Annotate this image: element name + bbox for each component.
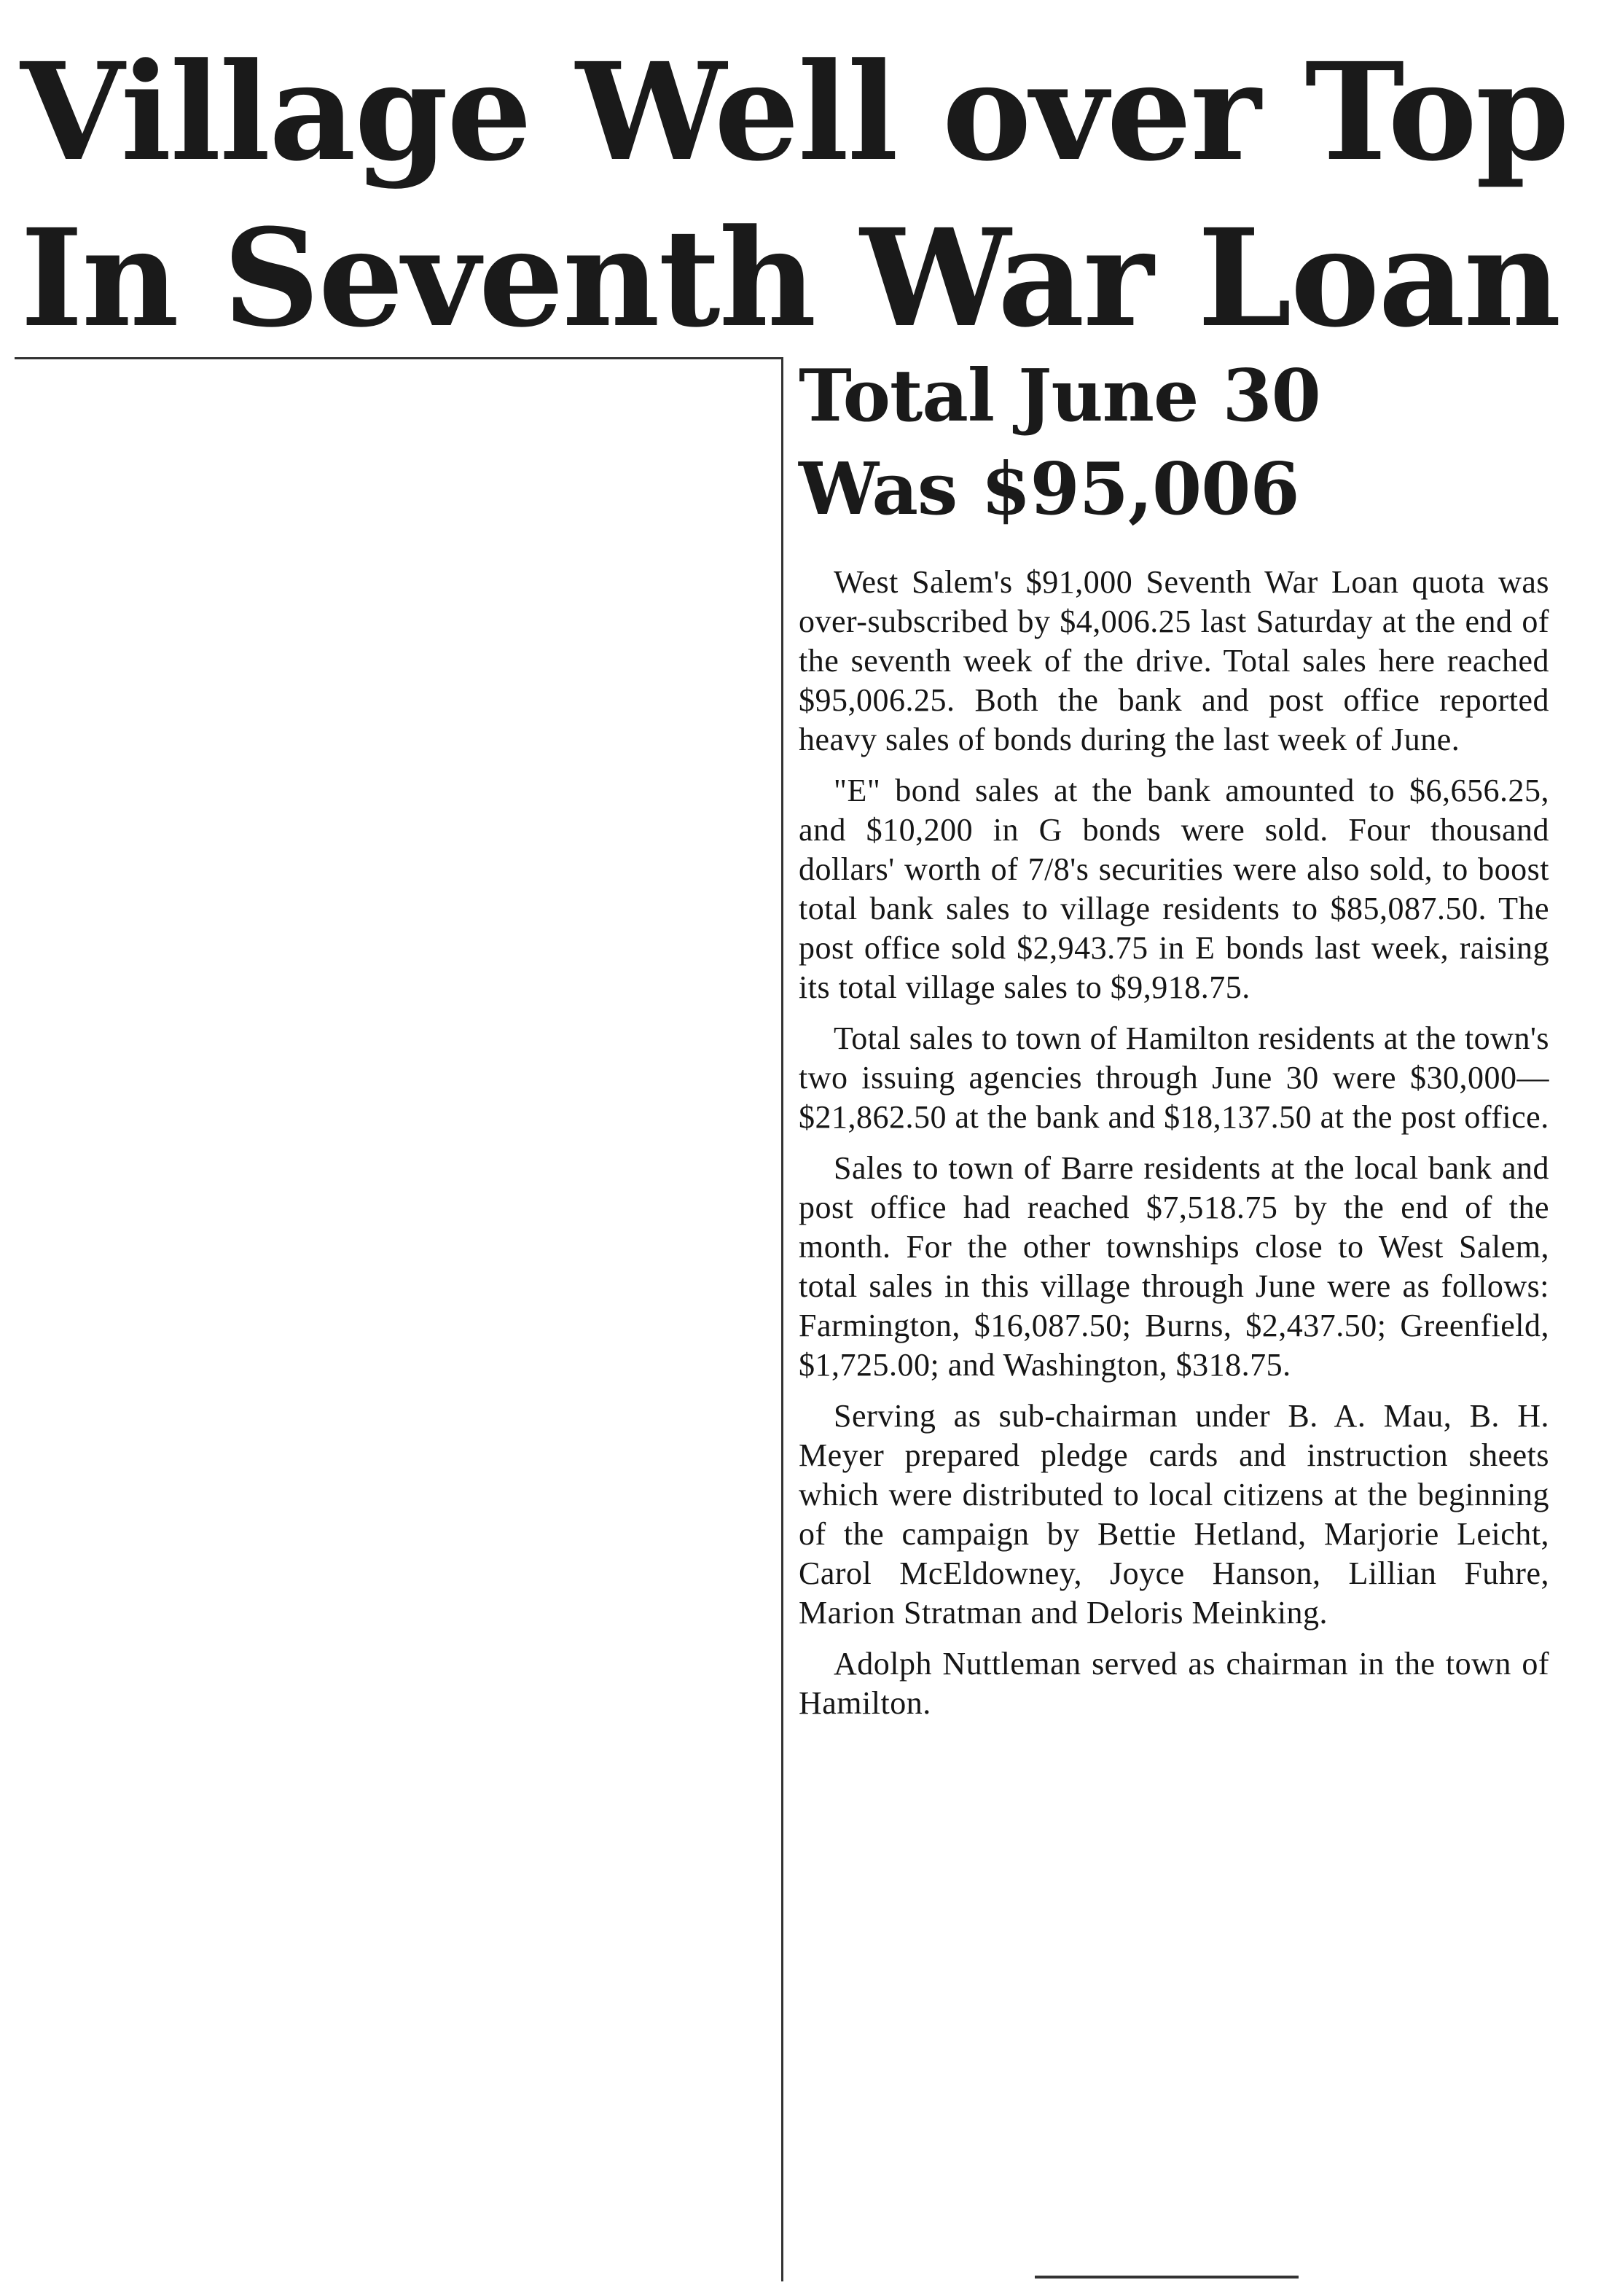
column-divider-rule xyxy=(781,357,783,2281)
article-paragraph-6: Adolph Nuttleman served as chairman in the town of Hamilton. xyxy=(799,1646,1549,1721)
article-paragraph-3: Total sales to town of Hamilton residents at the town's two issuing agencies through June 30 were $30,000—$21,862.50 at the bank and $18,137.50 at the post office. xyxy=(799,1020,1549,1135)
article-column xyxy=(799,350,1549,1735)
headline-line-2: In Seventh War Loan xyxy=(20,200,1560,357)
article-paragraph-2: "E" bond sales at the bank amounted to $6,656.25, and $10,200 in G bonds were sold. Four thousand dollars' worth of 7/8's securities were also sold, to boost total bank sales to village residents to $85,087.50. The post office sold $2,943.75 in E bonds last week, raising its total village sales to $9,918.75. xyxy=(799,773,1549,1005)
subheadline-line-2: Was $95,006 xyxy=(799,448,1299,531)
article-paragraph-4: Sales to town of Barre residents at the local bank and post office had reached $7,518.75 by the end of the month. For the other townships close to West Salem, total sales in this village through June were as follows: Farmington, $16,087.50; Burns, $2,437.50; Greenfield, $1,725.00; and Washington, $318.75. xyxy=(799,1150,1549,1383)
subheadline-line-1: Total June 30 xyxy=(799,354,1320,438)
article-paragraph-5: Serving as sub-chairman under B. A. Mau, B. H. Meyer prepared pledge cards and instruction sheets which were distributed to local citizens at the beginning of the campaign by Bettie Hetland, Marjorie Leicht, Carol McEldowney, Joyce Hanson, Lillian Fuhre, Marion Stratman and Deloris Meinking. xyxy=(799,1398,1549,1631)
article-end-rule xyxy=(1035,2276,1299,2279)
column-top-rule xyxy=(15,357,781,359)
headline xyxy=(20,29,1580,362)
headline-line-1: Village Well over Top xyxy=(20,34,1568,191)
subheadline xyxy=(799,350,1549,536)
article-paragraph-1: West Salem's $91,000 Seventh War Loan quota was over-subscribed by $4,006.25 last Saturday at the end of the seventh week of the drive. Total sales here reached $95,006.25. Both the bank and post office reported heavy sales of bonds during the last week of June. xyxy=(799,564,1549,757)
